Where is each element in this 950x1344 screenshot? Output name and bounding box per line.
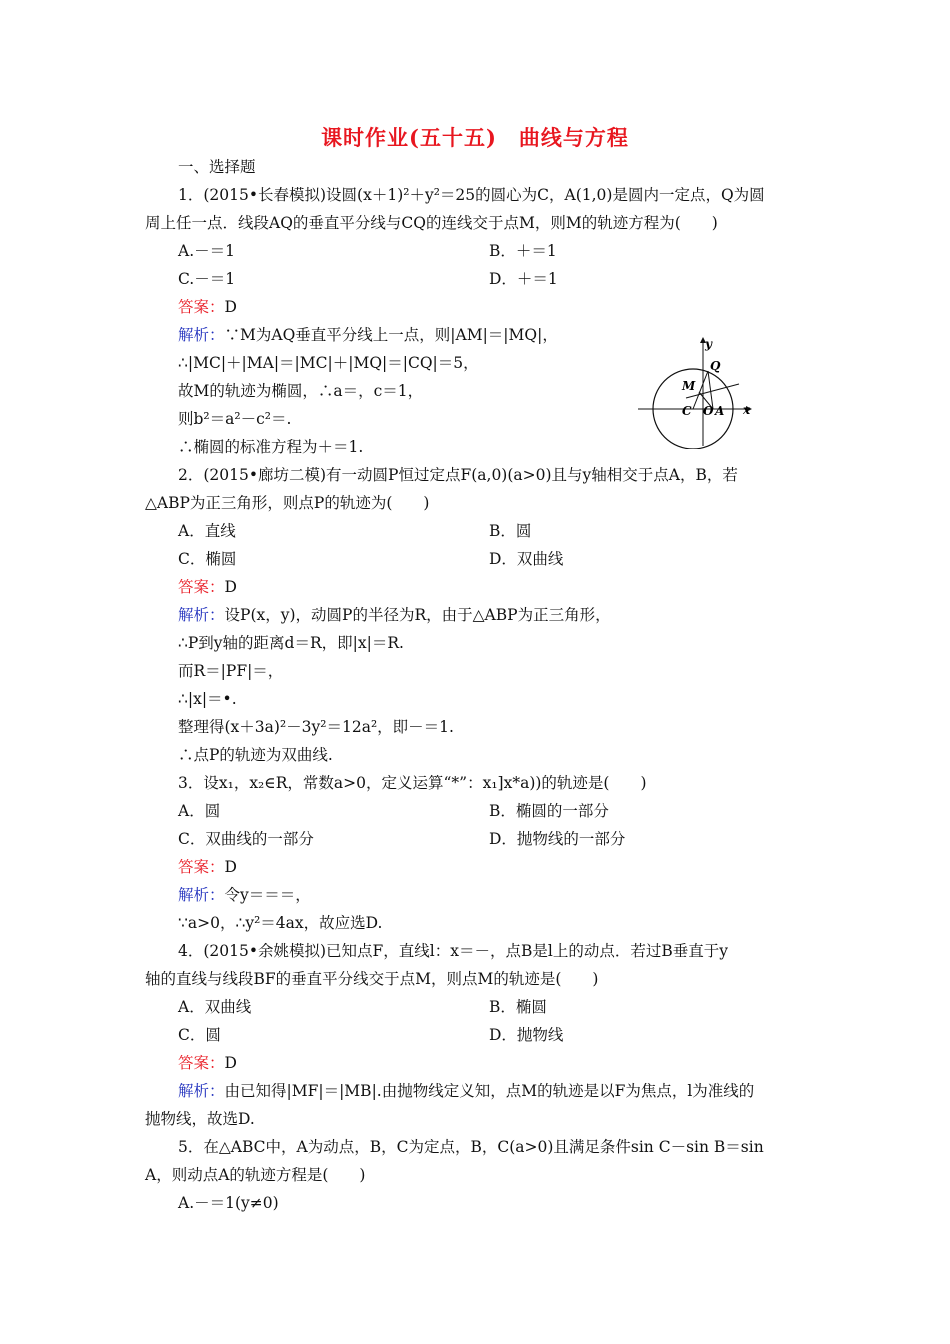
analysis-text: ∵M为AQ垂直平分线上一点，则|AM|＝|MQ|，	[224, 326, 558, 344]
label-x: x	[743, 403, 751, 417]
analysis-text: 由已知得|MF|＝|MB|.由抛物线定义知，点M的轨迹是以F为焦点，l为准线的	[224, 1082, 755, 1100]
q5-stem-line1: 5．在△ABC中，A为动点，B，C为定点，B，C(a>0)且满足条件sin C－sin B＝sin	[178, 1138, 764, 1156]
q2-analysis-line2: ∴P到y轴的距离d＝R，即|x|＝R.	[178, 634, 404, 652]
answer-value: D	[224, 298, 237, 316]
q2-stem-line1: 2．(2015•廊坊二模)有一动圆P恒过定点F(a,0)(a>0)且与y轴相交于点A，B，若	[178, 466, 738, 484]
q2-stem-line2: △ABP为正三角形，则点P的轨迹为( )	[145, 494, 430, 512]
q1-option-a: A.－＝1	[178, 242, 235, 260]
answer-label: 答案：	[178, 578, 225, 596]
q1-stem-line2: 周上任一点．线段AQ的垂直平分线与CQ的连线交于点M，则M的轨迹方程为( )	[145, 214, 718, 232]
q1-stem-line1: 1．(2015•长春模拟)设圆(x＋1)²＋y²＝25的圆心为C，A(1,0)是圆内一定点，Q为圆	[178, 186, 765, 204]
q3-option-b: B．椭圆的一部分	[489, 802, 609, 820]
q1-answer	[178, 297, 237, 317]
q2-option-d: D．双曲线	[489, 550, 564, 568]
q3-analysis-line1	[178, 885, 311, 905]
answer-value: D	[224, 1054, 237, 1072]
q3-stem-line1: 3．设x₁，x₂∈R，常数a>0，定义运算“*”：x₁]x*a))的轨迹是( )	[178, 774, 647, 792]
q3-answer	[178, 857, 237, 877]
q2-analysis-line1	[178, 605, 611, 625]
label-c: C	[682, 404, 692, 418]
q5-stem-line2: A，则动点A的轨迹方程是( )	[145, 1166, 366, 1184]
q4-analysis-line1	[178, 1081, 754, 1101]
analysis-text: 设P(x，y)，动圆P的半径为R，由于△ABP为正三角形，	[224, 606, 611, 624]
answer-label: 答案：	[178, 858, 225, 876]
analysis-text: 令y＝＝＝，	[224, 886, 311, 904]
answer-label: 答案：	[178, 1054, 225, 1072]
q2-option-b: B．圆	[489, 522, 532, 540]
q4-option-d: D．抛物线	[489, 1026, 564, 1044]
q5-option-a: A.－＝1(y≠0)	[178, 1194, 279, 1212]
analysis-label: 解析：	[178, 606, 225, 624]
q3-option-a: A．圆	[178, 802, 221, 820]
label-o: O	[703, 404, 714, 418]
q1-analysis-line2: ∴|MC|＋|MA|＝|MC|＋|MQ|＝|CQ|＝5，	[178, 354, 479, 372]
answer-value: D	[224, 858, 237, 876]
q1-analysis-line3: 故M的轨迹为椭圆，∴a＝，c＝1，	[178, 382, 424, 400]
q1-option-c: C.－＝1	[178, 270, 236, 288]
label-m: M	[682, 379, 696, 393]
q4-stem-line2: 轴的直线与线段BF的垂直平分线交于点M，则点M的轨迹是( )	[145, 970, 599, 988]
answer-label: 答案：	[178, 298, 225, 316]
ellipse-construction-figure	[634, 334, 759, 449]
q1-analysis-line5: ∴椭圆的标准方程为＋＝1.	[178, 438, 364, 456]
q1-analysis-line4: 则b²＝a²－c²＝.	[178, 410, 292, 428]
q2-analysis-line4: ∴|x|＝•.	[178, 690, 237, 708]
q3-option-c: C．双曲线的一部分	[178, 830, 314, 848]
page-title: 课时作业(五十五) 曲线与方程	[321, 125, 629, 150]
q3-analysis-line2: ∵a>0，∴y²＝4ax，故应选D.	[178, 914, 383, 932]
q2-analysis-line5: 整理得(x＋3a)²－3y²＝12a²，即－＝1.	[178, 718, 454, 736]
q4-analysis-line2: 抛物线，故选D.	[145, 1110, 255, 1128]
label-q: Q	[710, 359, 721, 373]
q2-answer	[178, 577, 237, 597]
q2-analysis-line6: ∴点P的轨迹为双曲线.	[178, 746, 333, 764]
q1-option-b: B．＋＝1	[489, 242, 557, 260]
q4-option-b: B．椭圆	[489, 998, 547, 1016]
answer-value: D	[224, 578, 237, 596]
q1-option-d: D．＋＝1	[489, 270, 558, 288]
q3-option-d: D．抛物线的一部分	[489, 830, 626, 848]
q4-option-a: A．双曲线	[178, 998, 252, 1016]
label-y: y	[705, 337, 712, 351]
q2-option-a: A．直线	[178, 522, 236, 540]
section-heading: 一、选择题	[178, 158, 256, 176]
q4-stem-line1: 4．(2015•余姚模拟)已知点F，直线l：x＝－，点B是l上的动点．若过B垂直于y	[178, 942, 728, 960]
q4-answer	[178, 1053, 237, 1073]
label-a: A	[715, 404, 725, 418]
q1-analysis-line1	[178, 325, 558, 345]
analysis-label: 解析：	[178, 1082, 225, 1100]
analysis-label: 解析：	[178, 326, 225, 344]
q2-analysis-line3: 而R＝|PF|＝，	[178, 662, 284, 680]
q2-option-c: C．椭圆	[178, 550, 237, 568]
q4-option-c: C．圆	[178, 1026, 221, 1044]
analysis-label: 解析：	[178, 886, 225, 904]
